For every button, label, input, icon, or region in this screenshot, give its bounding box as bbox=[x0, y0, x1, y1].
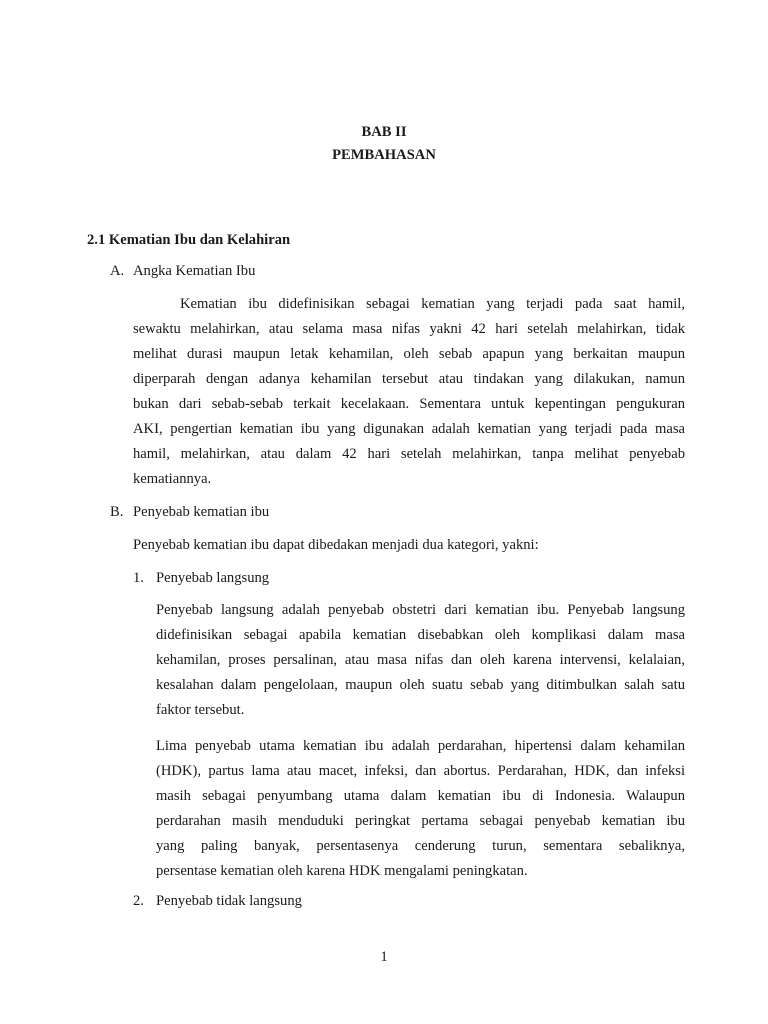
paragraph-line: didefinisikan sebagai apabila kematian disebabkan oleh komplikasi dalam masa bbox=[156, 627, 685, 643]
section-heading: 2.1 Kematian Ibu dan Kelahiran bbox=[87, 232, 291, 248]
paragraph-line: kesalahan dalam pengelolaan, maupun oleh suatu sebab yang ditimbulkan salah satu bbox=[156, 677, 685, 693]
paragraph-line: melihat durasi maupun letak kehamilan, oleh sebab apapun yang berkaitan maupun bbox=[133, 346, 685, 362]
paragraph-line: yang paling banyak, persentasenya cenderung turun, sementara sebaliknya, bbox=[156, 838, 685, 854]
paragraph-line: sewaktu melahirkan, atau selama masa nifas yakni 42 hari setelah melahirkan, tidak bbox=[133, 321, 685, 337]
sub-b-marker: B. bbox=[110, 504, 124, 520]
item-1-paragraph-2 bbox=[156, 734, 685, 884]
paragraph-line: hamil, melahirkan, atau dalam 42 hari setelah melahirkan, tanpa melihat penyebab bbox=[133, 446, 685, 462]
paragraph-line: kehamilan, proses persalinan, atau masa nifas dan oleh karena intervensi, kelalaian, bbox=[156, 652, 685, 668]
item-1-marker: 1. bbox=[133, 570, 144, 586]
paragraph-line: diperparah dengan adanya kehamilan tersebut atau tindakan yang dilakukan, namun bbox=[133, 371, 685, 387]
paragraph-line: faktor tersebut. bbox=[156, 702, 245, 718]
paragraph-line: AKI, pengertian kematian ibu yang digunakan adalah kematian yang terjadi pada masa bbox=[133, 421, 685, 437]
page-number: 1 bbox=[380, 949, 388, 965]
sub-b-label: Penyebab kematian ibu bbox=[133, 504, 270, 520]
paragraph-line: Lima penyebab utama kematian ibu adalah perdarahan, hipertensi dalam kehamilan bbox=[156, 738, 685, 754]
sub-b-intro: Penyebab kematian ibu dapat dibedakan menjadi dua kategori, yakni: bbox=[133, 537, 539, 553]
sub-a-marker: A. bbox=[110, 263, 125, 279]
sub-a-paragraph bbox=[133, 292, 685, 492]
sub-a-label: Angka Kematian Ibu bbox=[133, 263, 256, 279]
item-2-label: Penyebab tidak langsung bbox=[156, 893, 302, 909]
chapter-title: PEMBAHASAN bbox=[332, 147, 436, 163]
item-1-paragraph-1 bbox=[156, 598, 685, 723]
paragraph-line: Kematian ibu didefinisikan sebagai kematian yang terjadi pada saat hamil, bbox=[180, 296, 685, 312]
paragraph-line: persentase kematian oleh karena HDK mengalami peningkatan. bbox=[156, 863, 528, 879]
item-1-label: Penyebab langsung bbox=[156, 570, 270, 586]
paragraph-line: perdarahan masih menduduki peringkat pertama sebagai penyebab kematian ibu bbox=[156, 813, 685, 829]
item-2-marker: 2. bbox=[133, 893, 144, 909]
paragraph-line: masih sebagai penyumbang utama dalam kematian ibu di Indonesia. Walaupun bbox=[156, 788, 685, 804]
paragraph-line: Penyebab langsung adalah penyebab obstetri dari kematian ibu. Penyebab langsung bbox=[156, 602, 685, 618]
paragraph-line: (HDK), partus lama atau macet, infeksi, dan abortus. Perdarahan, HDK, dan infeksi bbox=[156, 763, 685, 779]
paragraph-line: bukan dari sebab-sebab terkait kecelakaan. Sementara untuk kepentingan pengukuran bbox=[133, 396, 685, 412]
paragraph-line: kematiannya. bbox=[133, 471, 212, 487]
chapter-number: BAB II bbox=[361, 124, 407, 140]
